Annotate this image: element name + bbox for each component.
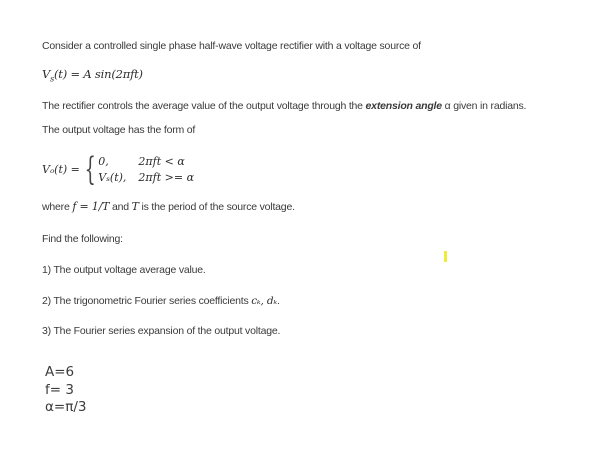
task-item-1: 1) The output voltage average value.	[42, 264, 206, 276]
extension-angle-term: extension angle	[365, 100, 442, 112]
case2-value: Vₛ(t),	[98, 170, 127, 184]
description-prefix: The rectifier controls the average value of the output voltage through the	[42, 100, 366, 112]
period-symbol: T	[131, 200, 139, 213]
param-f: f= 3	[45, 381, 74, 398]
where-prefix: where	[42, 201, 73, 213]
source-eq-arg: (t)	[54, 67, 68, 81]
param-a: A=6	[45, 364, 75, 380]
description-suffix: α given in radians.	[441, 100, 527, 112]
task-item-3: 3) The Fourier series expansion of the output voltage.	[42, 325, 281, 337]
task-item-2-suffix: .	[276, 295, 280, 307]
task-item-2-prefix: 2) The trigonometric Fourier series coefficients	[42, 295, 252, 307]
source-eq-rhs: = A sin(2πft)	[70, 67, 143, 81]
param-alpha: α=π/3	[45, 399, 87, 415]
fourier-coefficients: cₖ, dₖ	[251, 295, 277, 307]
frequency-equation: f = 1/T	[72, 200, 110, 213]
task-item-2	[42, 295, 280, 307]
source-eq-sub: s	[50, 74, 55, 84]
where-mid: and	[109, 201, 132, 213]
intro-text: Consider a controlled single phase half-wave voltage rectifier with a voltage source of	[42, 40, 421, 52]
output-voltage-equation	[42, 149, 194, 189]
source-eq-lhs: V	[42, 67, 51, 81]
where-suffix: is the period of the source voltage.	[138, 201, 295, 213]
case1-condition: 2πft < α	[138, 154, 185, 168]
case1-value: 0,	[98, 154, 109, 168]
source-voltage-equation	[42, 67, 143, 83]
find-text: Find the following:	[42, 233, 123, 245]
case2-condition: 2πft >= α	[138, 170, 194, 184]
piecewise-cases	[98, 154, 194, 185]
description-text	[42, 100, 526, 112]
highlight-marker	[444, 251, 447, 262]
given-parameters	[45, 364, 86, 417]
piecewise-brace: {	[84, 150, 96, 188]
form-text: The output voltage has the form of	[42, 124, 196, 136]
output-eq-lhs: Vₒ(t) =	[42, 162, 80, 176]
where-text	[42, 200, 295, 213]
